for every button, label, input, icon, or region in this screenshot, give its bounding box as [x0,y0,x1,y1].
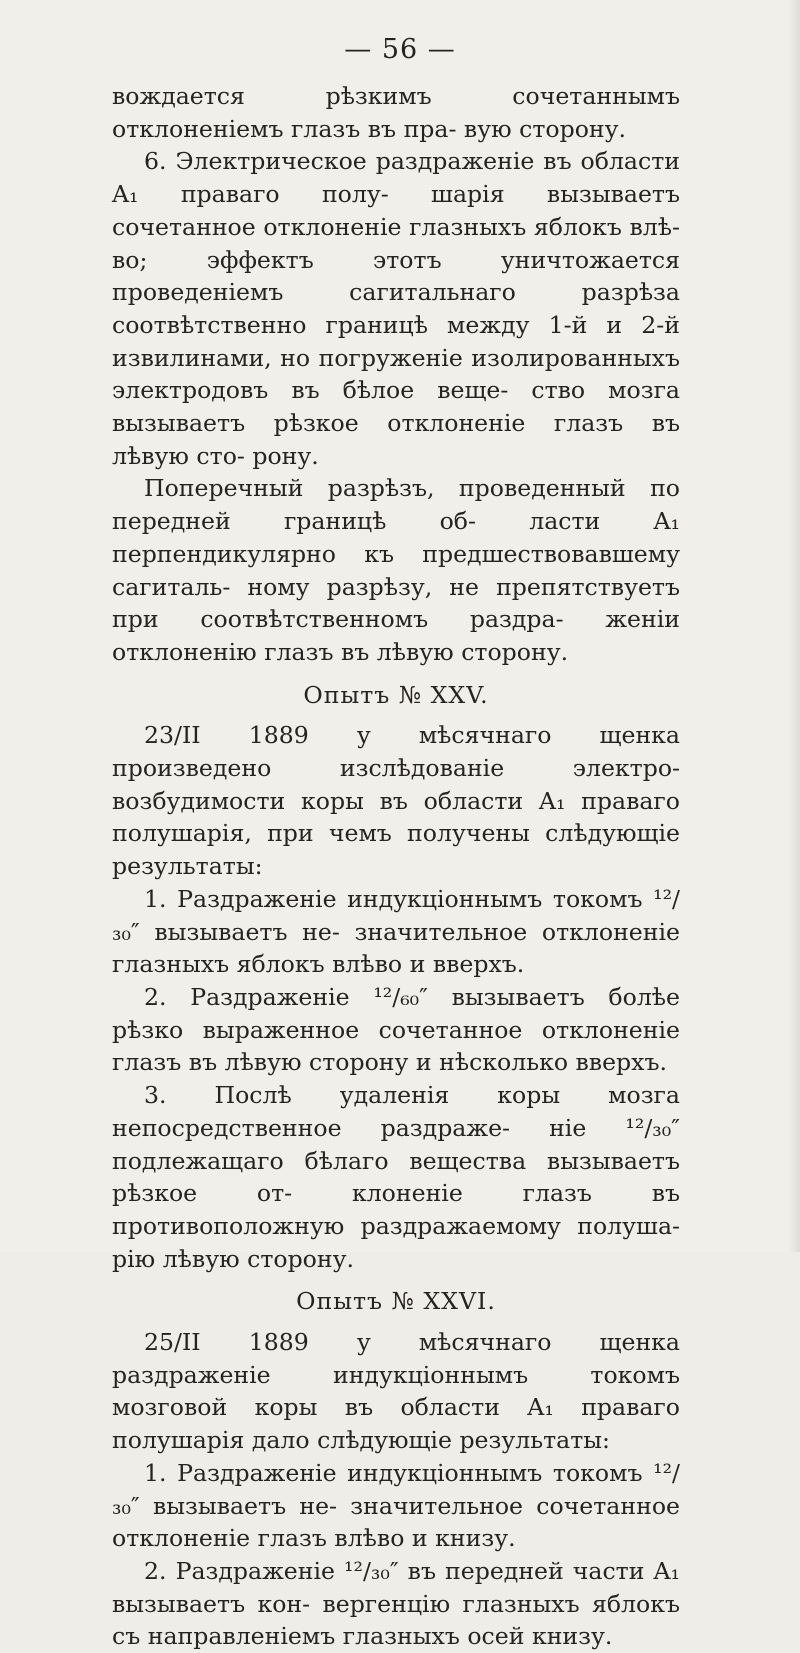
paragraph: 25/II 1889 у мѣсячнаго щенка раздраженіе индукціоннымъ токомъ мозговой коры въ области A₁ праваго полушарія дало слѣдующіе результаты: [112,1328,680,1455]
paragraph: 2. Раздраженіе ¹²/₆₀″ вызываетъ болѣе рѣзко выраженное сочетанное отклоненіе глазъ въ лѣвую сторону и нѣсколько вверхъ. [112,982,680,1077]
paragraph: 1. Раздраженіе индукціоннымъ токомъ ¹²/₃₀″ вызываетъ не- значительное отклоненіе глазныхъ яблокъ влѣво и вверхъ. [112,884,680,979]
paragraph: Поперечный разрѣзъ, проведенный по передней границѣ об- ласти A₁ перпендикулярно къ предшествовавшему сагиталь- ному разрѣзу, не препятствуетъ при соотвѣтственномъ раздра- женіи отклоненію глазъ въ лѣвую сторону. [112,474,680,666]
paragraph: 2. Раздраженіе ¹²/₃₀″ въ передней части A₁ вызываетъ кон- вергенцію глазныхъ яблокъ съ направленіемъ глазныхъ осей книзу. [112,1556,680,1651]
paragraph-continuation: вождается рѣзкимъ сочетаннымъ отклоненіемъ глазъ въ пра- вую сторону. [112,82,680,143]
experiment-heading: Опытъ № XXV. [303,680,489,709]
body-text [112,80,680,1653]
page-number: — 56 — [344,34,456,65]
experiment-heading: Опытъ № XXVI. [296,1287,496,1316]
paragraph: 1. Раздраженіе индукціоннымъ токомъ ¹²/₃₀″ вызываетъ не- значительное сочетанное отклоненіе глазъ влѣво и книзу. [112,1458,680,1553]
paragraph: 23/II 1889 у мѣсячнаго щенка произведено изслѣдованіе электро-возбудимости коры въ области A₁ праваго полушарія, при чемъ получены слѣдующіе результаты: [112,721,680,881]
paragraph: 3. Послѣ удаленія коры мозга непосредственное раздраже- ніе ¹²/₃₀″ подлежащаго бѣлаго вещества вызываетъ рѣзкое от- клоненіе глазъ въ противоположную раздражаемому полуша- рію лѣвую сторону. [112,1081,680,1273]
paragraph: 6. Электрическое раздраженіе въ области A₁ праваго полу- шарія вызываетъ сочетанное отклоненіе глазныхъ яблокъ влѣ- во; эффектъ этотъ уничтожается проведеніемъ сагитальнаго разрѣза соотвѣтственно границѣ между 1-й и 2-й извилинами, но погруженіе изолированныхъ электродовъ въ бѣлое веще- ство мозга вызываетъ рѣзкое отклоненіе глазъ въ лѣвую сто- рону. [112,147,680,470]
